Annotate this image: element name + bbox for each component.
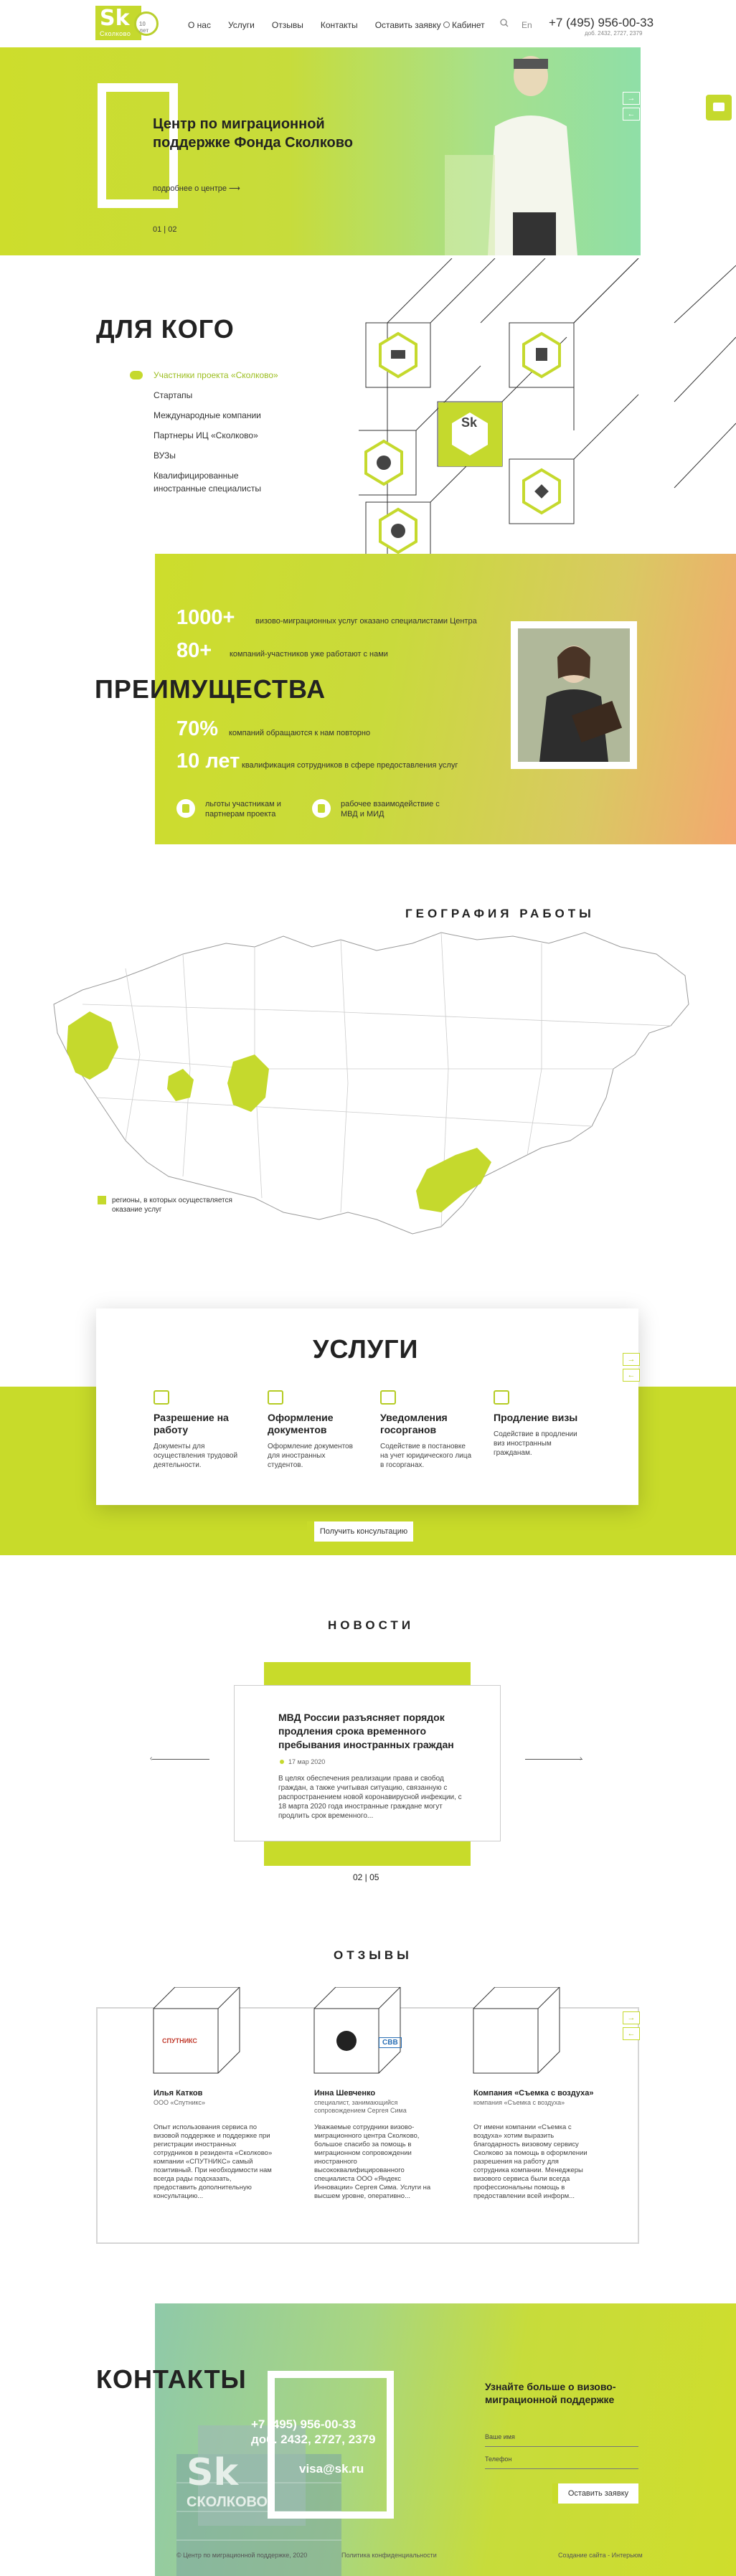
audience-item-specialists[interactable]: Квалифицированные иностранные специалисты: [154, 471, 261, 494]
arrow-right-icon: ›: [580, 1755, 582, 1763]
arrow-up-button[interactable]: →: [623, 92, 640, 105]
news-prev-arrow[interactable]: [152, 1759, 209, 1760]
stat-number-years: 10 лет: [176, 750, 240, 773]
service-visa-extension[interactable]: [494, 1390, 587, 1458]
building-sign-letters: Sk: [187, 2451, 239, 2494]
anniversary-badge: [134, 11, 159, 36]
arrow-prev-button[interactable]: ←: [623, 1369, 640, 1382]
audience-item-startups[interactable]: Стартапы: [154, 390, 193, 400]
phone-field[interactable]: Телефон: [485, 2455, 638, 2469]
cabinet-link[interactable]: [443, 20, 485, 30]
geography-title: ГЕОГРАФИЯ РАБОТЫ: [405, 907, 595, 920]
services-title: УСЛУГИ: [313, 1334, 419, 1364]
arrow-left-icon: ‹: [150, 1755, 153, 1763]
service-desc: Содействие в постановке на учет юридического лица в госорганах.: [380, 1443, 472, 1469]
graduation-cap-icon: [268, 1390, 283, 1405]
service-desc: Содействие в продлении виз иностранным гражданам.: [494, 1430, 577, 1457]
map-legend: регионы, в которых осуществляется оказание услуг: [112, 1197, 232, 1214]
logo-letters: Sk: [95, 6, 141, 40]
briefcase-icon: [154, 1390, 169, 1405]
advantages-title: ПРЕИМУЩЕСТВА: [95, 674, 326, 704]
copyright: © Центр по миграционной поддержке, 2020: [176, 2552, 308, 2559]
news-excerpt: В целях обеспечения реализации права и свобод граждан, а также учитывая ситуацию, связанную с распространением новой коронавирусной инфекции, с 18 марта 2020 года иностранные граждане могут продлить срок временного...: [278, 1775, 462, 1820]
submit-request-button[interactable]: Оставить заявку: [552, 2483, 638, 2504]
reviews-title: ОТЗЫВЫ: [334, 1948, 412, 1962]
review-text: От имени компании «Съемка с воздуха» хотим выразить благодарность визовому сервису Сколково за помощь в оформлении разрешения на работу для сотрудника компании. Менеджеры визового сервиса были всегда профессиональны помощь в предоставлении всей информ...: [473, 2123, 588, 2200]
hero-pager: 01 | 02: [153, 225, 177, 234]
reviewer-company: специалист, занимающийся сопровождением Сергея Сима: [314, 2099, 407, 2114]
hero-more-link[interactable]: [153, 184, 240, 193]
hero-title: Центр по миграционной поддержке Фонда Сколково: [153, 116, 353, 151]
service-notifications[interactable]: [380, 1390, 473, 1470]
for-whom-title: ДЛЯ КОГО: [96, 314, 235, 344]
service-desc: Оформление документов для иностранных студентов.: [268, 1443, 353, 1469]
stat-text-companies: компаний-участников уже работают с нами: [230, 650, 388, 659]
hero-slider-arrows: [623, 92, 640, 123]
reviewer-company: компания «Съемка с воздуха»: [473, 2099, 565, 2106]
service-work-permit[interactable]: [154, 1390, 247, 1470]
contacts-phone-number[interactable]: +7 (495) 956-00-33: [251, 2417, 357, 2431]
hero-person-image: [445, 47, 603, 255]
hero-more-label: подробнее о центре: [153, 184, 227, 193]
news-date: 17 мар 2020: [288, 1758, 326, 1765]
building-sign-word: СКОЛКОВО: [187, 2494, 268, 2510]
contacts-phone[interactable]: [251, 2417, 375, 2447]
service-title: Оформление документов: [268, 1412, 334, 1435]
logo-subtitle: Сколково: [100, 30, 131, 37]
developer-link[interactable]: Создание сайта - Интерьюм: [558, 2552, 643, 2559]
review-text: Уважаемые сотрудники визово-миграционного центра Сколково, большое спасибо за помощь в миграционном сопровождении иностранного высококвалифицированного специалиста ООО «Яндекс Инновации» Сергея Сима. Услуги на высшем уровне, оперативно...: [314, 2123, 431, 2200]
privacy-link[interactable]: Политика конфиденциальности: [341, 2552, 437, 2559]
contacts-title: КОНТАКТЫ: [96, 2364, 247, 2394]
news-title: НОВОСТИ: [328, 1618, 415, 1632]
audience-list: [154, 369, 278, 502]
review-text: Опыт использования сервиса по визовой поддержке и поддержке при регистрации иностранных сотрудников в резидента «Сколково» компании «СПУТНИКС» самый позитивный. При необходимости нам всегда рады подсказать, предоставить дополнительную консультацию...: [154, 2123, 273, 2200]
date-dot-icon: [280, 1760, 284, 1764]
stat-text-repeat: компаний обращаются к нам повторно: [229, 729, 371, 737]
language-switch[interactable]: En: [522, 20, 532, 30]
woman-with-tablet-image: [518, 628, 630, 762]
reviewer-name: Илья Катков: [154, 2089, 203, 2098]
news-headline[interactable]: МВД России разъясняет порядок продления срока временного пребывания иностранных граждан: [278, 1712, 454, 1750]
stat-text-years: квалификация сотрудников в сфере предоставления услуг: [242, 761, 458, 770]
reviewer-name: Компания «Съемка с воздуха»: [473, 2089, 594, 2098]
service-desc: Документы для осуществления трудовой деятельности.: [154, 1443, 238, 1469]
chat-button[interactable]: [706, 95, 732, 121]
nav-item-contacts[interactable]: Контакты: [320, 20, 358, 30]
contacts-email[interactable]: visa@sk.ru: [299, 2462, 364, 2476]
service-documents[interactable]: [268, 1390, 361, 1470]
active-dot-icon: [130, 371, 143, 379]
main-nav: [188, 20, 441, 30]
aerial-company-logo: СВВ: [379, 2037, 402, 2048]
name-field[interactable]: Ваше имя: [485, 2433, 638, 2447]
shield-icon: [312, 799, 331, 818]
arrow-next-button[interactable]: →: [623, 2011, 640, 2024]
cubes-illustration: [359, 258, 736, 560]
feature-ministries: рабочее взаимодействие с МВД и МИД: [341, 800, 440, 818]
nav-item-services[interactable]: Услуги: [227, 20, 255, 30]
services-slider-arrows: [623, 1353, 640, 1384]
hex-icons: [366, 334, 560, 552]
stat-number-services: 1000+: [176, 606, 235, 629]
nav-item-request[interactable]: Оставить заявку: [374, 20, 441, 30]
stat-text-services: визово-миграционных услуг оказано специалистами Центра: [255, 617, 477, 626]
stat-number-repeat: 70%: [176, 717, 219, 740]
audience-item-international[interactable]: Международные компании: [154, 410, 261, 420]
news-next-arrow[interactable]: [525, 1759, 582, 1760]
header-phone-ext: доб. 2432, 2727, 2379: [585, 30, 643, 37]
form-title: Узнайте больше о визово-миграционной поддержке: [485, 2381, 616, 2405]
review-cubes: [143, 1987, 610, 2080]
stat-number-companies: 80+: [176, 639, 212, 662]
contacts-phone-ext: доб. 2432, 2727, 2379: [251, 2433, 376, 2446]
consultation-button[interactable]: Получить консультацию: [307, 1521, 413, 1542]
advantages-photo: [511, 621, 637, 769]
legend-swatch: [98, 1196, 106, 1204]
header-phone[interactable]: +7 (495) 956-00-33: [549, 16, 654, 29]
reviewer-name: Инна Шевченко: [314, 2089, 376, 2098]
reviews-slider-arrows: [623, 2011, 640, 2043]
benefits-icon: [176, 799, 195, 818]
arrow-down-button[interactable]: ←: [623, 108, 640, 121]
search-icon[interactable]: [500, 19, 509, 29]
service-title: Продление визы: [494, 1412, 578, 1423]
envelope-icon: [380, 1390, 396, 1405]
audience-item-universities[interactable]: ВУЗы: [154, 450, 176, 461]
user-icon: [443, 22, 450, 28]
service-title: Уведомления госорганов: [380, 1412, 448, 1435]
cabinet-label: Кабинет: [452, 20, 485, 30]
skolkovo-hex-label: Sk: [461, 415, 478, 430]
audience-item-participants[interactable]: Участники проекта «Сколково»: [154, 370, 278, 380]
arrow-next-button[interactable]: →: [623, 1353, 640, 1366]
contacts-section: [155, 2303, 736, 2576]
audience-item-partners[interactable]: Партнеры ИЦ «Сколково»: [154, 430, 258, 440]
nav-item-reviews[interactable]: Отзывы: [271, 20, 303, 30]
russia-map: [39, 925, 696, 1241]
arrow-prev-button[interactable]: ←: [623, 2027, 640, 2040]
arrow-right-icon: ⟶: [229, 184, 240, 193]
chat-icon: [713, 103, 725, 111]
skolkovo-logo[interactable]: [95, 6, 164, 40]
anniversary-text: 10 лет: [139, 21, 149, 34]
nav-item-about[interactable]: О нас: [188, 20, 211, 30]
site-header: [0, 0, 736, 47]
news-pager: 02 | 05: [353, 1872, 379, 1882]
sputniks-logo: СПУТНИКС: [162, 2037, 197, 2044]
feature-benefits: льготы участникам и партнерам проекта: [205, 800, 281, 818]
passport-icon: [494, 1390, 509, 1405]
reviewer-company: ООО «Спутникс»: [154, 2099, 206, 2106]
service-title: Разрешение на работу: [154, 1412, 229, 1435]
